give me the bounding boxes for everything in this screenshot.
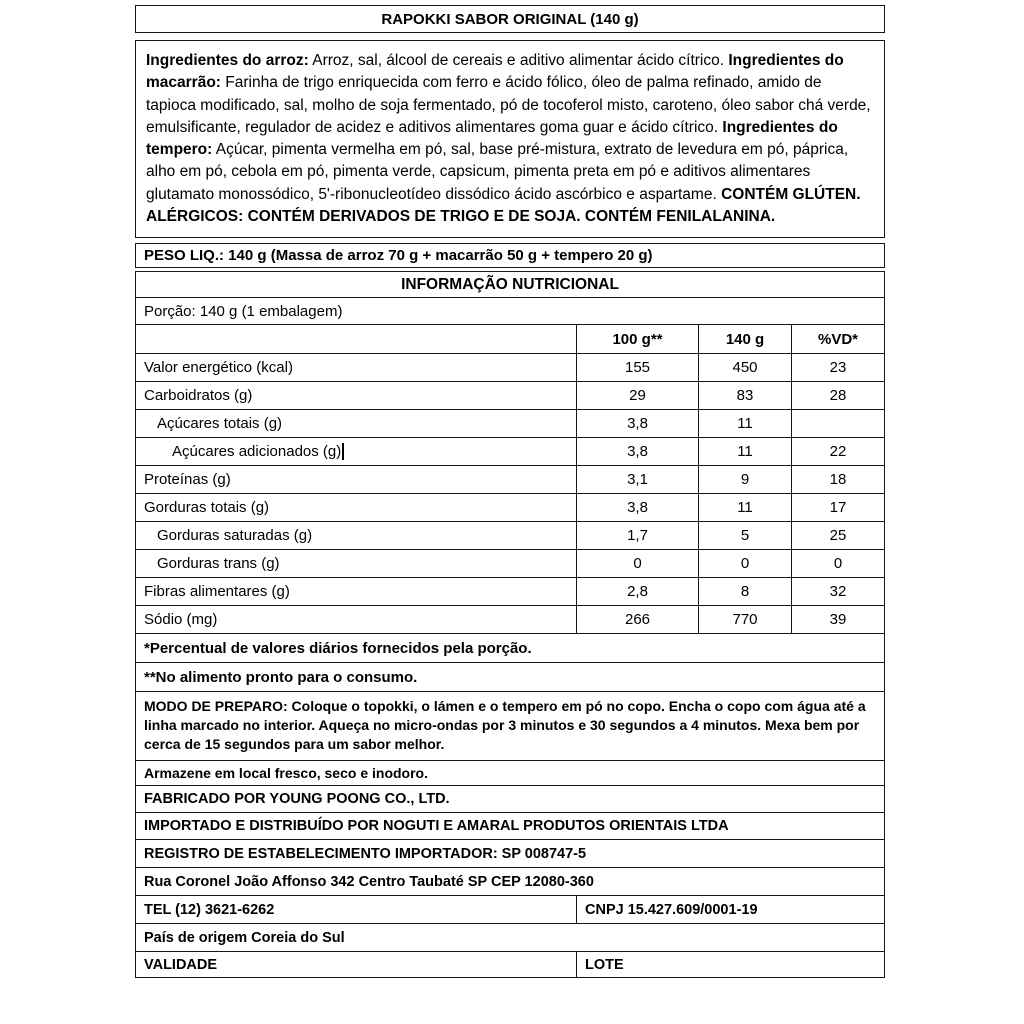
- nutrient-value: 29: [577, 382, 699, 409]
- nutrient-value: 39: [829, 611, 847, 629]
- nutrient-value: 0: [833, 555, 843, 573]
- validade-cell: VALIDADE: [136, 952, 577, 977]
- footnote-daily-values: *Percentual de valores diários fornecidos pela porção.: [136, 634, 884, 663]
- ingredients-heading: CONTÉM GLÚTEN. ALÉRGICOS: CONTÉM DERIVADOS DE TRIGO E DE SOJA. CONTÉM FENILALANINA.: [146, 185, 861, 226]
- footnote-prepared-food: **No alimento pronto para o consumo.: [136, 663, 884, 692]
- nutrient-label: Gorduras trans (g): [136, 550, 577, 577]
- nutrient-label: Sódio (mg): [136, 606, 577, 633]
- nutrient-value: [792, 410, 884, 437]
- phone-cnpj-row: [136, 896, 884, 924]
- origin-row: País de origem Coreia do Sul: [136, 924, 884, 952]
- title-box: [135, 5, 885, 33]
- ingredients-text: [146, 50, 874, 228]
- nutrition-header-row: [136, 325, 884, 354]
- ingredients-list: Farinha de trigo enriquecida com ferro e ácido fólico, óleo de palma refinado, amido de tapioca modificado, sal, molho de soja fermentado, pó de tocoferol misto, caroteno, óleo sabor chá verde, emulsificante, regulador de acidez e aditivos alimentares goma guar e ácido cítrico.: [146, 74, 871, 136]
- nutrient-label: Gorduras totais (g): [136, 494, 577, 521]
- portion-row: [136, 298, 884, 325]
- manufacturer-row: FABRICADO POR YOUNG POONG CO., LTD.: [136, 786, 884, 813]
- nutrient-value: 770: [699, 606, 792, 633]
- nutrition-rows: [136, 354, 884, 634]
- nutrition-row: [136, 606, 884, 634]
- product-title: RAPOKKI SABOR ORIGINAL (140 g): [381, 10, 639, 28]
- preparation-instructions: MODO DE PREPARO: Coloque o topokki, o lámen e o tempero em pó no copo. Encha o copo com água até a linha marcado no interior. Aqueça no micro-ondas por 3 minutos e 30 segundos a 4 minutos. Mexa bem por cerca de 15 segundos para um sabor melhor.: [136, 692, 884, 761]
- nutrient-label: Fibras alimentares (g): [136, 578, 577, 605]
- nutrient-value: 32: [829, 583, 847, 601]
- nutrient-label: Açúcares adicionados (g): [136, 438, 577, 465]
- nutrient-value: 25: [829, 527, 847, 545]
- nutrient-label: Açúcares totais (g): [136, 410, 577, 437]
- storage-instructions: Armazene em local fresco, seco e inodoro.: [136, 761, 884, 786]
- nutrient-value: 22: [829, 443, 847, 461]
- text-cursor: [342, 443, 344, 460]
- nutrition-row: [136, 466, 884, 494]
- column-header-100g: 100 g**: [577, 325, 699, 353]
- importer-row: IMPORTADO E DISTRIBUÍDO POR NOGUTI E AMARAL PRODUTOS ORIENTAIS LTDA: [136, 813, 884, 840]
- nutrient-value: 450: [699, 354, 792, 381]
- nutrient-value: 1,7: [577, 522, 699, 549]
- registration-row: REGISTRO DE ESTABELECIMENTO IMPORTADOR: SP 008747-5: [136, 840, 884, 868]
- product-label: [135, 5, 885, 978]
- column-header-vd: %VD*: [817, 330, 858, 348]
- portion-text: Porção: 140 g (1 embalagem): [144, 302, 343, 320]
- nutrient-label: Proteínas (g): [136, 466, 577, 493]
- ingredients-heading: Ingredientes do tempero:: [146, 118, 838, 159]
- column-header-140g: 140 g: [699, 325, 792, 353]
- nutrient-value: 0: [577, 550, 699, 577]
- nutrient-value: 11: [699, 438, 792, 465]
- nutrient-label: Carboidratos (g): [136, 382, 577, 409]
- ingredients-list: Açúcar, pimenta vermelha em pó, sal, base pré-mistura, extrato de levedura em pó, páprica, alho em pó, cebola em pó, pimenta verde, capsicum, pimenta preta em pó e aditivos alimentares glutamato monossódico, 5'-ribonucleotídeo dissódico ácido ascórbico e aspartame.: [146, 141, 849, 203]
- nutrient-value: 9: [699, 466, 792, 493]
- nutrient-value: 3,1: [577, 466, 699, 493]
- nutrition-section-title: INFORMAÇÃO NUTRICIONAL: [136, 272, 884, 298]
- nutrition-row: [136, 410, 884, 438]
- ingredients-box: [135, 40, 885, 238]
- nutrient-value: 18: [829, 471, 847, 489]
- nutrient-value: 11: [699, 494, 792, 521]
- nutrient-value: 28: [829, 387, 847, 405]
- nutrient-value: 83: [699, 382, 792, 409]
- nutrient-value: 3,8: [577, 410, 699, 437]
- nutrient-value: 11: [699, 410, 792, 437]
- nutrition-row: [136, 494, 884, 522]
- nutrient-value: 155: [577, 354, 699, 381]
- validade-lote-row: [136, 952, 884, 977]
- ingredients-heading: Ingredientes do macarrão:: [146, 52, 844, 92]
- nutrient-value: 8: [699, 578, 792, 605]
- ingredients-list: Arroz, sal, álcool de cereais e aditivo alimentar ácido cítrico.: [308, 52, 729, 69]
- net-weight-text: PESO LIQ.: 140 g (Massa de arroz 70 g + macarrão 50 g + tempero 20 g): [144, 247, 653, 265]
- nutrition-header-spacer: [136, 325, 577, 353]
- nutrition-row: [136, 522, 884, 550]
- nutrition-table: [135, 271, 885, 978]
- nutrition-row: [136, 354, 884, 382]
- phone-cell: TEL (12) 3621-6262: [136, 896, 577, 923]
- net-weight-box: [135, 243, 885, 268]
- nutrient-value: 3,8: [577, 494, 699, 521]
- nutrient-value: 17: [829, 499, 847, 517]
- nutrient-value: 266: [577, 606, 699, 633]
- lote-cell: LOTE: [585, 956, 624, 973]
- cnpj-cell: CNPJ 15.427.609/0001-19: [585, 901, 758, 918]
- nutrition-row: [136, 438, 884, 466]
- nutrient-value: 2,8: [577, 578, 699, 605]
- ingredients-heading: Ingredientes do arroz:: [146, 52, 309, 69]
- nutrient-label: Gorduras saturadas (g): [136, 522, 577, 549]
- nutrient-value: 5: [699, 522, 792, 549]
- nutrient-value: 0: [699, 550, 792, 577]
- nutrition-row: [136, 382, 884, 410]
- nutrition-row: [136, 578, 884, 606]
- nutrient-value: 23: [829, 359, 847, 377]
- address-row: Rua Coronel João Affonso 342 Centro Taubaté SP CEP 12080-360: [136, 868, 884, 896]
- nutrient-label: Valor energético (kcal): [136, 354, 577, 381]
- nutrient-value: 3,8: [577, 438, 699, 465]
- nutrition-row: [136, 550, 884, 578]
